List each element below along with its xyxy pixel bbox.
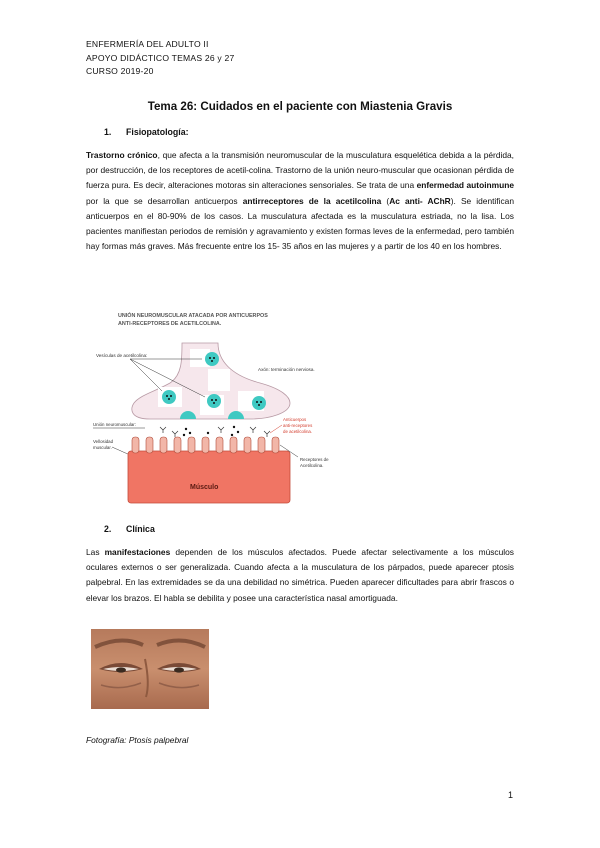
section-number: 2. [104, 524, 112, 534]
label-axon: Axón: terminación nerviosa. [258, 367, 315, 372]
section-heading-fisiopatologia [104, 127, 189, 137]
label-antibodies-line2: anti-receptores [283, 423, 313, 428]
paragraph-text: ). Se identifican anticuerpos en el 80-90% de los casos. La musculatura afectada es la musculatura estriada, no la lisa. Los pacientes manifiestan periodos de remisión y agravamiento y existen formas leves de la enfermedad, pero también hay formas más graves. Más frecuente entre los 15- 35 años en las mujeres y a partir de los 40 en los hombres. [86, 195, 514, 252]
header-course-name: ENFERMERÍA DEL ADULTO II [86, 39, 209, 49]
label-receptors-line1: Receptores de [300, 457, 329, 462]
vesicle [207, 394, 221, 408]
header-academic-year: CURSO 2019-20 [86, 66, 154, 77]
acetylcholine-molecules [183, 426, 239, 436]
bold-term: Trastorno crónico [86, 150, 158, 160]
label-muscle: Músculo [190, 484, 219, 491]
figure-title-line2: ANTI-RECEPTORES DE ACETILCOLINA. [118, 321, 222, 327]
axon-inner-block [208, 369, 230, 391]
paragraph-clinica [86, 545, 514, 606]
paragraph-text: , que afecta a la transmisión neuromuscular de la musculatura esquelética debida a la pérdida, por destrucción, de los receptores de acetil-colina. Trastorno de la unión neuro-muscular que ocasionan pérdida de fuerza pura. Es decir, alteraciones motoras sin alteraciones sensoriales. Se trata de una [86, 150, 514, 191]
label-receptors-line2: Acetilcolina. [300, 463, 324, 468]
bold-term: enfermedad autoinmune [416, 180, 514, 191]
muscle-block [128, 451, 290, 503]
paragraph-text: dependen de los músculos afectados. Puede afectar selectivamente a los músculos oculares externos o ser generalizada. Cuando afecta a la musculatura de los párpados, puede aparecer ptosis palpebral. En las extremidades se da una debilidad no simétrica. Pueden aparecer dificultades para abrir frascos o elevar los brazos. El habla se debilita y posee una característica nasal amortiguada. [86, 547, 514, 603]
label-vesicles: Vesículas de acetilcolina: [96, 353, 148, 358]
paragraph-text: por la que se desarrollan anticuerpos [86, 195, 243, 206]
pointer-line [112, 447, 130, 455]
paragraph-text: Las [86, 547, 105, 557]
antibody-marks [160, 427, 270, 437]
neuromuscular-junction-diagram [90, 305, 360, 510]
label-antibodies-line3: de acetilcolina. [283, 429, 313, 434]
photo-caption: Fotografía: Ptosis palpebral [86, 735, 189, 745]
label-junction: Unión neuromuscular: [93, 422, 136, 427]
section-label: Fisiopatología: [126, 127, 189, 137]
paragraph-text: ( [381, 195, 390, 206]
pointer-line [130, 359, 162, 391]
label-antibodies-line1: Anticuerpos [283, 417, 307, 422]
vesicle [252, 396, 266, 410]
label-villi-line1: Vellosidad [93, 439, 114, 444]
page-title: Tema 26: Cuidados en el paciente con Miastenia Gravis [147, 100, 453, 113]
section-heading-clinica [104, 524, 155, 534]
page-number: 1 [508, 790, 514, 800]
section-label: Clínica [126, 524, 155, 534]
ptosis-photograph [91, 629, 209, 709]
paragraph-fisiopatologia [86, 148, 514, 254]
bold-term: manifestaciones [104, 547, 171, 557]
pointer-line [270, 425, 282, 433]
header-support-title: APOYO DIDÁCTICO TEMAS 26 y 27 [86, 52, 235, 63]
document-header [86, 38, 234, 79]
label-villi-line2: muscular. [93, 445, 112, 450]
vesicle [205, 352, 219, 366]
vesicle [162, 390, 176, 404]
bold-term: Ac anti- AChR [389, 195, 451, 206]
section-number: 1. [104, 127, 112, 137]
figure-title-line1: UNIÓN NEUROMUSCULAR ATACADA POR ANTICUERPOS [118, 313, 268, 319]
bold-term: antirreceptores de la acetilcolina [242, 195, 382, 206]
